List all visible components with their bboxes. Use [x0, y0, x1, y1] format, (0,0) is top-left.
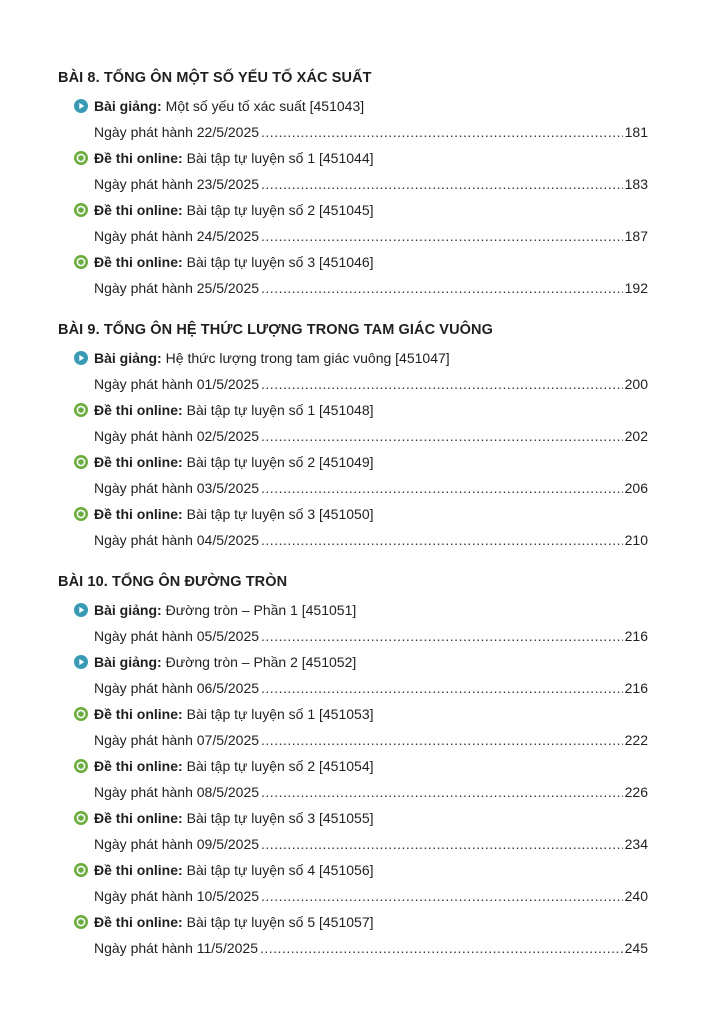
- dot-leader: [261, 278, 623, 298]
- release-date: Ngày phát hành 10/5/2025: [94, 888, 260, 904]
- section-title: BÀI 8. TỔNG ÔN MỘT SỐ YẾU TỐ XÁC SUẤT: [58, 70, 372, 86]
- exam-icon: [74, 255, 88, 269]
- entry-type-label: Bài giảng:: [94, 98, 162, 114]
- page-number: 202: [624, 428, 648, 444]
- page-number: 240: [624, 888, 648, 904]
- entry-date-line: [58, 374, 648, 394]
- play-icon: [74, 603, 88, 617]
- page-number: 210: [624, 532, 648, 548]
- dot-leader: [261, 834, 623, 854]
- toc-entry[interactable]: [58, 400, 648, 446]
- entry-date-line: [58, 938, 648, 958]
- exam-icon: [74, 915, 88, 929]
- exam-icon: [74, 403, 88, 417]
- page-number: 216: [624, 628, 648, 644]
- toc-entry[interactable]: [58, 504, 648, 550]
- entry-date-line: [58, 478, 648, 498]
- entry-title-line: [58, 860, 648, 880]
- release-date: Ngày phát hành 25/5/2025: [94, 280, 260, 296]
- release-date: Ngày phát hành 09/5/2025: [94, 836, 260, 852]
- entry-title: Bài tập tự luyện số 1 [451048]: [186, 402, 374, 418]
- dot-leader: [261, 478, 623, 498]
- release-date: Ngày phát hành 24/5/2025: [94, 228, 260, 244]
- exam-icon: [74, 759, 88, 773]
- release-date: Ngày phát hành 03/5/2025: [94, 480, 260, 496]
- toc-entry[interactable]: [58, 200, 648, 246]
- dot-leader: [261, 782, 623, 802]
- entry-title: Bài tập tự luyện số 2 [451049]: [186, 454, 374, 470]
- release-date: Ngày phát hành 07/5/2025: [94, 732, 260, 748]
- page-number: 183: [624, 176, 648, 192]
- release-date: Ngày phát hành 08/5/2025: [94, 784, 260, 800]
- dot-leader: [261, 530, 623, 550]
- release-date: Ngày phát hành 22/5/2025: [94, 124, 260, 140]
- entry-title-line: [58, 452, 648, 472]
- release-date: Ngày phát hành 05/5/2025: [94, 628, 260, 644]
- dot-leader: [261, 174, 623, 194]
- entry-type-label: Đề thi online:: [94, 810, 183, 826]
- entry-title: Bài tập tự luyện số 4 [451056]: [186, 862, 374, 878]
- entry-type-label: Đề thi online:: [94, 506, 183, 522]
- entry-title: Bài tập tự luyện số 1 [451053]: [186, 706, 374, 722]
- entry-date-line: [58, 174, 648, 194]
- entry-type-label: Bài giảng:: [94, 602, 162, 618]
- entry-title: Một số yếu tố xác suất [451043]: [165, 98, 365, 114]
- toc-entry[interactable]: [58, 96, 648, 142]
- entry-date-line: [58, 226, 648, 246]
- page-number: 222: [624, 732, 648, 748]
- entry-title: Bài tập tự luyện số 3 [451046]: [186, 254, 374, 270]
- dot-leader: [261, 626, 623, 646]
- entry-title: Bài tập tự luyện số 3 [451055]: [186, 810, 374, 826]
- release-date: Ngày phát hành 02/5/2025: [94, 428, 260, 444]
- entry-date-line: [58, 886, 648, 906]
- entry-date-line: [58, 278, 648, 298]
- exam-icon: [74, 811, 88, 825]
- toc-entry[interactable]: [58, 452, 648, 498]
- toc-entry[interactable]: [58, 252, 648, 298]
- exam-icon: [74, 455, 88, 469]
- entry-date-line: [58, 122, 648, 142]
- toc-entry[interactable]: [58, 704, 648, 750]
- page-number: 187: [624, 228, 648, 244]
- entry-title: Hệ thức lượng trong tam giác vuông [451047]: [165, 350, 450, 366]
- page-number: 181: [624, 124, 648, 140]
- entry-type-label: Bài giảng:: [94, 654, 162, 670]
- entry-title: Bài tập tự luyện số 1 [451044]: [186, 150, 374, 166]
- entry-type-label: Bài giảng:: [94, 350, 162, 366]
- toc-entry[interactable]: [58, 600, 648, 646]
- page-number: 245: [624, 940, 648, 956]
- entry-type-label: Đề thi online:: [94, 758, 183, 774]
- page-number: 206: [624, 480, 648, 496]
- release-date: Ngày phát hành 01/5/2025: [94, 376, 260, 392]
- release-date: Ngày phát hành 23/5/2025: [94, 176, 260, 192]
- exam-icon: [74, 203, 88, 217]
- release-date: Ngày phát hành 11/5/2025: [94, 940, 258, 956]
- entry-date-line: [58, 426, 648, 446]
- section-title: BÀI 10. TỔNG ÔN ĐƯỜNG TRÒN: [58, 574, 288, 590]
- toc-entry[interactable]: [58, 756, 648, 802]
- toc-entry[interactable]: [58, 912, 648, 958]
- release-date: Ngày phát hành 04/5/2025: [94, 532, 260, 548]
- page-number: 226: [624, 784, 648, 800]
- entry-title-line: [58, 252, 648, 272]
- entry-date-line: [58, 782, 648, 802]
- entry-type-label: Đề thi online:: [94, 150, 183, 166]
- page-number: 234: [624, 836, 648, 852]
- entry-type-label: Đề thi online:: [94, 706, 183, 722]
- entry-title-line: [58, 652, 648, 672]
- page-number: 216: [624, 680, 648, 696]
- toc-entry[interactable]: [58, 652, 648, 698]
- entry-date-line: [58, 530, 648, 550]
- entry-title-line: [58, 200, 648, 220]
- entry-title-line: [58, 96, 648, 116]
- exam-icon: [74, 507, 88, 521]
- entry-date-line: [58, 834, 648, 854]
- entry-title-line: [58, 808, 648, 828]
- dot-leader: [261, 226, 623, 246]
- entry-title-line: [58, 148, 648, 168]
- entry-type-label: Đề thi online:: [94, 862, 183, 878]
- entry-type-label: Đề thi online:: [94, 914, 183, 930]
- section-title: BÀI 9. TỔNG ÔN HỆ THỨC LƯỢNG TRONG TAM GIÁC VUÔNG: [58, 322, 493, 338]
- dot-leader: [261, 426, 623, 446]
- play-icon: [74, 351, 88, 365]
- dot-leader: [261, 374, 623, 394]
- section-bai-10: [58, 572, 648, 964]
- entry-type-label: Đề thi online:: [94, 202, 183, 218]
- exam-icon: [74, 707, 88, 721]
- dot-leader: [261, 122, 623, 142]
- entry-date-line: [58, 626, 648, 646]
- entry-title-line: [58, 912, 648, 932]
- entry-title-line: [58, 600, 648, 620]
- exam-icon: [74, 151, 88, 165]
- section-bai-9: [58, 320, 648, 556]
- page-number: 192: [624, 280, 648, 296]
- entry-type-label: Đề thi online:: [94, 254, 183, 270]
- release-date: Ngày phát hành 06/5/2025: [94, 680, 260, 696]
- toc-entry[interactable]: [58, 348, 648, 394]
- entry-date-line: [58, 730, 648, 750]
- dot-leader: [261, 678, 623, 698]
- entry-title-line: [58, 400, 648, 420]
- entry-title-line: [58, 504, 648, 524]
- section-bai-8: [58, 68, 648, 304]
- entry-title-line: [58, 348, 648, 368]
- entry-title-line: [58, 756, 648, 776]
- entry-title-line: [58, 704, 648, 724]
- entry-title: Đường tròn – Phần 2 [451052]: [165, 654, 357, 670]
- dot-leader: [261, 886, 623, 906]
- toc-entry[interactable]: [58, 860, 648, 906]
- dot-leader: [261, 730, 623, 750]
- entry-title: Đường tròn – Phần 1 [451051]: [165, 602, 357, 618]
- toc-entry[interactable]: [58, 808, 648, 854]
- entry-title: Bài tập tự luyện số 2 [451054]: [186, 758, 374, 774]
- entry-title: Bài tập tự luyện số 5 [451057]: [186, 914, 374, 930]
- play-icon: [74, 99, 88, 113]
- entry-type-label: Đề thi online:: [94, 454, 183, 470]
- page-number: 200: [624, 376, 648, 392]
- entry-title: Bài tập tự luyện số 2 [451045]: [186, 202, 374, 218]
- play-icon: [74, 655, 88, 669]
- entry-title: Bài tập tự luyện số 3 [451050]: [186, 506, 374, 522]
- toc-entry[interactable]: [58, 148, 648, 194]
- exam-icon: [74, 863, 88, 877]
- entry-date-line: [58, 678, 648, 698]
- entry-type-label: Đề thi online:: [94, 402, 183, 418]
- dot-leader: [260, 938, 623, 958]
